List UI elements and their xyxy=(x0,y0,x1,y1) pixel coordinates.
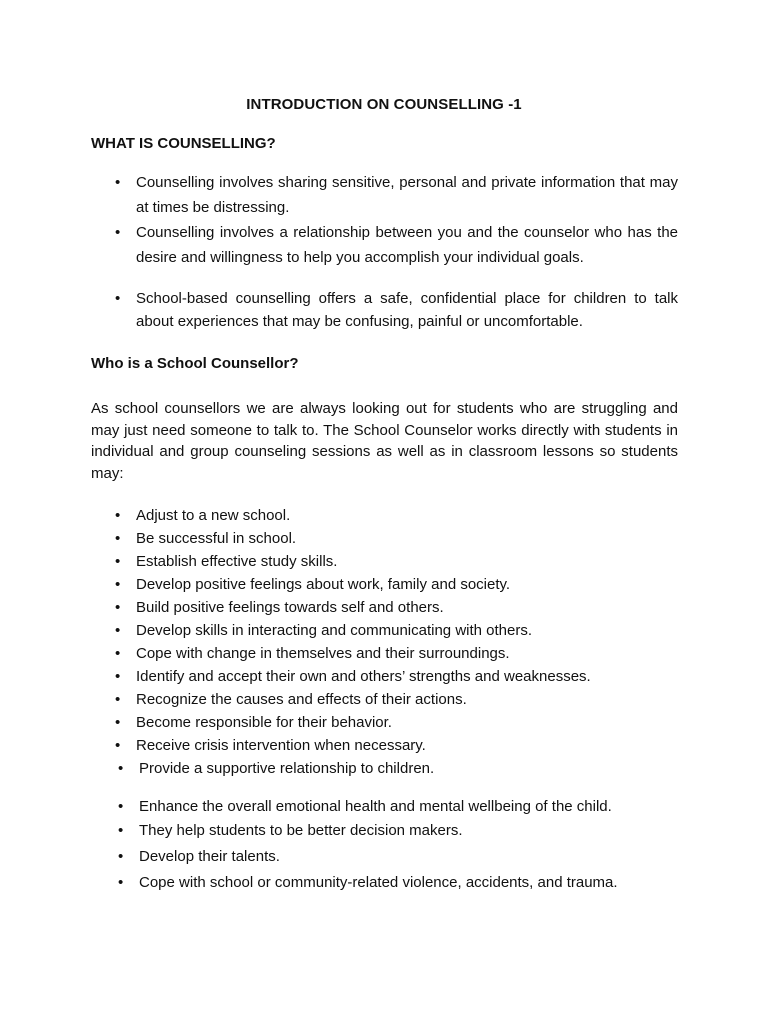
list-item-text: Develop skills in interacting and communicating with others. xyxy=(136,622,533,639)
list-item-text: Counselling involves sharing sensitive, personal and private information that may at times be distressing. xyxy=(136,174,678,216)
list-item xyxy=(91,871,678,894)
section-heading-what-is-counselling: WHAT IS COUNSELLING? xyxy=(91,135,276,152)
bullet-icon: • xyxy=(115,714,121,731)
bullet-icon: • xyxy=(115,224,121,241)
list-item xyxy=(91,287,678,333)
bullet-icon: • xyxy=(118,874,124,891)
list-item xyxy=(91,642,678,665)
bullet-icon: • xyxy=(115,599,121,616)
list-item-text: Enhance the overall emotional health and mental wellbeing of the child. xyxy=(139,798,612,815)
list-item xyxy=(91,220,678,270)
bullet-icon: • xyxy=(115,668,121,685)
school-counselling-list xyxy=(91,287,678,333)
list-item-text: They help students to be better decision makers. xyxy=(139,822,463,839)
list-item-text: Cope with change in themselves and their surroundings. xyxy=(136,645,510,662)
bullet-icon: • xyxy=(115,174,121,191)
list-item xyxy=(91,596,678,619)
bullet-icon: • xyxy=(115,553,121,570)
bullet-icon: • xyxy=(115,645,121,662)
bullet-icon: • xyxy=(115,576,121,593)
list-item xyxy=(91,688,678,711)
list-item xyxy=(91,795,678,819)
list-item-text: Build positive feelings towards self and others. xyxy=(136,599,444,616)
list-item-text: Provide a supportive relationship to children. xyxy=(139,760,435,777)
list-item xyxy=(91,573,678,596)
list-item xyxy=(91,527,678,550)
list-item-text: Become responsible for their behavior. xyxy=(136,714,392,731)
list-item-text: Counselling involves a relationship between you and the counselor who has the desire and willingness to help you accomplish your individual goals. xyxy=(136,224,678,266)
bullet-icon: • xyxy=(115,507,121,524)
list-item-text: Establish effective study skills. xyxy=(136,553,338,570)
document-title: INTRODUCTION ON COUNSELLING -1 xyxy=(246,96,522,113)
school-counsellor-paragraph: As school counsellors we are always looking out for students who are struggling and may just need someone to talk to. The School Counselor works directly with students in individual and group counseling sessions as well as in classroom lessons so students may: xyxy=(91,400,678,482)
bullet-icon: • xyxy=(118,822,124,839)
bullet-icon: • xyxy=(115,691,121,708)
list-item xyxy=(91,845,678,871)
bullet-icon: • xyxy=(115,737,121,754)
list-item xyxy=(91,170,678,220)
list-item xyxy=(91,619,678,642)
list-item xyxy=(91,504,678,527)
bullet-icon: • xyxy=(118,760,124,777)
additional-outcomes-list xyxy=(91,795,678,894)
list-item-text: Be successful in school. xyxy=(136,530,297,547)
bullet-icon: • xyxy=(115,622,121,639)
list-item-text: Recognize the causes and effects of their actions. xyxy=(136,691,467,708)
list-item-text: Develop positive feelings about work, family and society. xyxy=(136,576,511,593)
list-item xyxy=(91,757,678,780)
bullet-icon: • xyxy=(118,798,124,815)
section-heading-who-is-school-counsellor: Who is a School Counsellor? xyxy=(91,355,299,372)
list-item-text: Adjust to a new school. xyxy=(136,507,291,524)
bullet-icon: • xyxy=(115,290,121,307)
list-item xyxy=(91,711,678,734)
bullet-icon: • xyxy=(115,530,121,547)
list-item-text: Receive crisis intervention when necessary. xyxy=(136,737,426,754)
list-item-text: Develop their talents. xyxy=(139,848,280,865)
bullet-icon: • xyxy=(118,848,124,865)
counselling-definition-list xyxy=(91,170,678,270)
list-item xyxy=(91,550,678,573)
list-item-text: Cope with school or community-related violence, accidents, and trauma. xyxy=(139,874,618,891)
student-outcomes-list xyxy=(91,504,678,780)
list-item xyxy=(91,665,678,688)
list-item-text: Identify and accept their own and others’ strengths and weaknesses. xyxy=(136,668,591,685)
list-item xyxy=(91,819,678,845)
list-item-text: School-based counselling offers a safe, confidential place for children to talk about experiences that may be confusing, painful or uncomfortable. xyxy=(136,290,678,330)
list-item xyxy=(91,734,678,757)
